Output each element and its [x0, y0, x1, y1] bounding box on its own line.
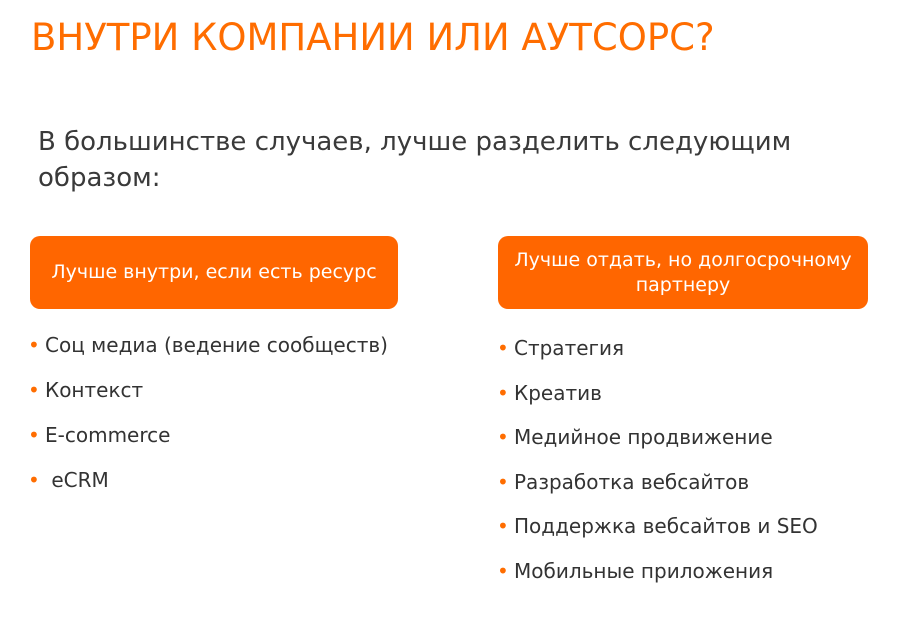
list-item [497, 378, 818, 423]
list-item [497, 556, 818, 601]
bullet-icon: • [497, 469, 509, 494]
in-house-list [28, 330, 388, 510]
list-item [28, 330, 388, 375]
list-item-label: E-commerce [45, 423, 171, 447]
outsource-header: Лучше отдать, но долгосрочному партнеру [498, 236, 868, 309]
bullet-icon: • [28, 333, 40, 357]
bullet-icon: • [28, 468, 40, 492]
bullet-icon: • [497, 425, 509, 449]
list-item [28, 375, 388, 420]
bullet-icon: • [497, 558, 509, 583]
list-item [497, 467, 818, 512]
list-item-label: Стратегия [514, 336, 625, 360]
list-item [497, 511, 818, 556]
slide-title: ВНУТРИ КОМПАНИИ ИЛИ АУТСОРС? [31, 16, 715, 59]
list-item [28, 420, 388, 465]
list-item-label: Соц медиа (ведение сообществ) [45, 333, 388, 357]
list-item-label: Разработка вебсайтов [514, 469, 750, 494]
list-item-label: eCRM [45, 468, 109, 492]
list-item [497, 333, 818, 378]
in-house-header: Лучше внутри, если есть ресурс [30, 236, 398, 309]
outsource-list [497, 333, 818, 600]
list-item-label: Мобильные приложения [514, 558, 774, 583]
intro-text: В большинстве случаев, лучше разделить следующим образом: [38, 127, 792, 193]
list-item-label: Поддержка вебсайтов и SEO [514, 514, 818, 538]
list-item [497, 422, 818, 467]
list-item-label: Контекст [45, 378, 144, 402]
list-item [28, 465, 388, 510]
list-item-label: Креатив [514, 380, 602, 405]
bullet-icon: • [28, 378, 40, 402]
bullet-icon: • [497, 380, 509, 405]
list-item-label: Медийное продвижение [514, 425, 773, 449]
bullet-icon: • [497, 514, 509, 538]
bullet-icon: • [497, 336, 509, 360]
bullet-icon: • [28, 423, 40, 447]
